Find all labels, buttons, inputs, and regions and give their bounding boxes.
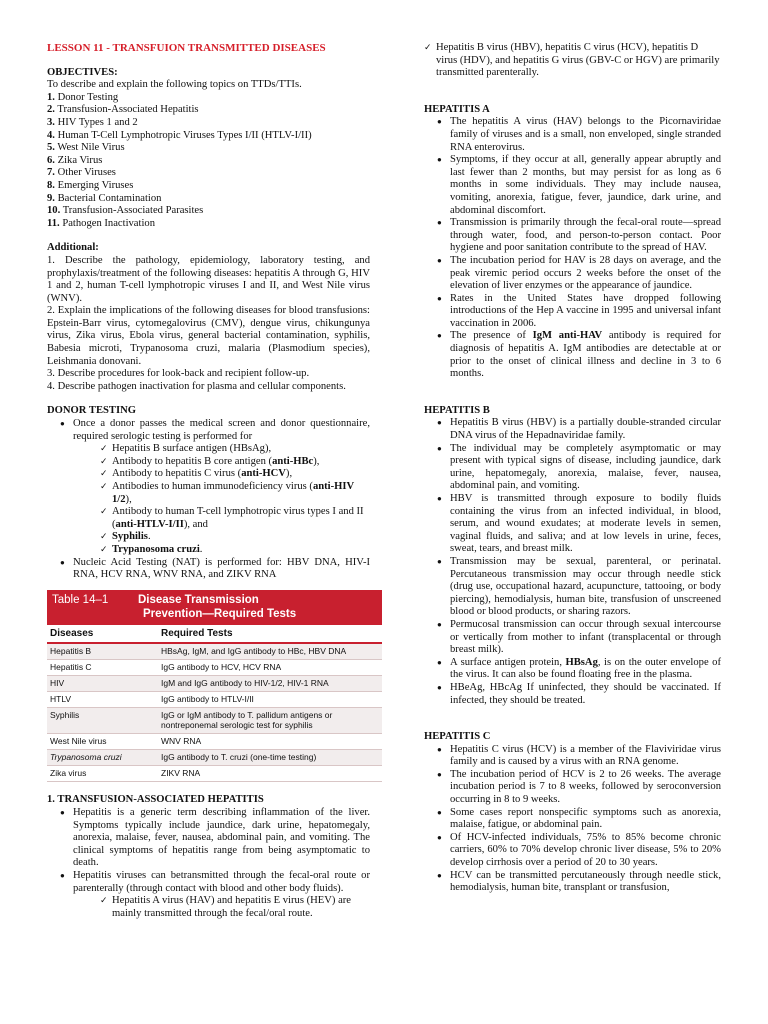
objective-item: 10. Transfusion-Associated Parasites <box>47 205 204 217</box>
tah-heading: 1. TRANSFUSION-ASSOCIATED HEPATITIS <box>47 794 264 806</box>
hepatitis-a-bullet: ● Symptoms, if they occur at all, generally appear abruptly and last fewer than 2 months, but may persist for as long as 6 months in some individuals. They may include nausea, vomiting, anorexia, fatigue, fever, jaundice, dark urine, and abdominal discomfort. <box>424 154 721 217</box>
additional-item: 2. Explain the implications of the following diseases for blood transfusions: Epstein-Barr virus, cytomegalovirus (CMV), dengue virus, chikungunya virus, Zika virus, Ebola virus, general bacterial contamination, syphilis, Babesia microti, Trypanosoma cruzi, malaria (Plasmodium species), Leishmania donovani. <box>47 305 370 367</box>
objectives-intro: To describe and explain the following topics on TTDs/TTIs. <box>47 79 302 91</box>
required-tests-table <box>47 590 382 783</box>
hepatitis-c-bullet: ● Hepatitis C virus (HCV) is a member of the Flaviviridae virus family and is caused by a virus with an RNA genome. <box>424 744 721 769</box>
hepatitis-a-bullet: ● The incubation period for HAV is 28 days on average, and the peak viremic period occurs 2 weeks before the onset of the elevation of liver enzymes or the appearance of jaundice. <box>424 255 721 293</box>
objectives-section <box>47 67 370 231</box>
additional-item: 1. Describe the pathology, epidemiology, laboratory testing, and prophylaxis/treatment of the following diseases: hepatitis A through G, HIV 1 and 2, human T-cell lymphotropic viruses I and II, and West Nile virus (WNV). <box>47 254 370 304</box>
required-test-item: ✓ Antibody to hepatitis B core antigen (anti-HBc), <box>100 456 370 469</box>
additional-heading: Additional: <box>47 242 99 254</box>
hepatitis-c-bullet: ● Some cases report nonspecific symptoms such as anorexia, malaise, fatigue, or abdominal pain. <box>424 807 721 832</box>
hepatitis-c-heading: HEPATITIS C <box>424 731 491 743</box>
right-column <box>424 42 721 895</box>
hepatitis-c-bullet: ● The incubation period of HCV is 2 to 26 weeks. The average incubation period is 7 to 8 weeks, followed by seroconversion occurring in 8 to 9 weeks. <box>424 769 721 807</box>
hepatitis-b-bullet: ● The individual may be completely asymptomatic or may present with typical signs of disease, including jaundice, dark urine, hepatomegaly, anorexia, malaise, fever, nausea, abdominal pain, and vomiting. <box>424 443 721 493</box>
tah-bullet: ● Hepatitis viruses can betransmitted through the fecal-oral route or parenterally (through contact with blood and other body fluids). ✓ Hepatitis A virus (HAV) and hepatitis E virus (HEV) are mainly transmitted through the fecal/oral route. <box>47 870 370 920</box>
hepatitis-a-bullet: ● Transmission is primarily through the fecal-oral route—spread through water, food, and person-to-person contact. Poor hygiene and poor sanitation contribute to the spread of HAV. <box>424 217 721 255</box>
transmission-item: ✓ Hepatitis B virus (HBV), hepatitis C virus (HCV), hepatitis D virus (HDV), and hepatitis G virus (GBV-C or HGV) are primarily transmitted parenterally. <box>424 42 721 80</box>
table-number: Table 14–1 <box>52 593 109 606</box>
transmission-item: ✓ Hepatitis A virus (HAV) and hepatitis E virus (HEV) are mainly transmitted through the fecal/oral route. <box>100 895 370 920</box>
hepatitis-a-bullet: ● The hepatitis A virus (HAV) belongs to the Picornaviridae family of viruses and is a small, non enveloped, single stranded RNA enterovirus. <box>424 116 721 154</box>
required-test-item: ✓ Antibody to human T-cell lymphotropic virus types I and II (anti-HTLV-I/II), and <box>100 506 370 531</box>
objective-item: 11. Pathogen Inactivation <box>47 217 155 229</box>
hepatitis-b-bullet: ● HBV is transmitted through exposure to bodily fluids containing the virus from an infected individual, in blood, serum, and wound exudates; at moderate levels in semen, vaginal fluids, and saliva; and at low levels in urine, feces, sweat, tears, and breast milk. <box>424 493 721 556</box>
objective-item: 3. HIV Types 1 and 2 <box>47 116 138 128</box>
table-row: West Nile virus WNV RNA <box>47 734 382 750</box>
hepatitis-b-bullet: ● Permucosal transmission can occur through sexual intercourse or vertically from mother to infant (transplacental or through breast milk). <box>424 619 721 657</box>
table-row: HTLV IgG antibody to HTLV-I/II <box>47 692 382 708</box>
table-title-line2: Prevention—Required Tests <box>143 607 297 620</box>
objective-item: 5. West Nile Virus <box>47 142 125 154</box>
objective-item: 2. Transfusion-Associated Hepatitis <box>47 104 199 116</box>
table-column-headers <box>47 625 382 645</box>
hepatitis-c-bullet: ● HCV can be transmitted percutaneously through needle stick, hemodialysis, human bite, transplant or transfusion, <box>424 870 721 895</box>
hepatitis-b-bullet: ● Transmission may be sexual, parenteral, or perinatal. Percutaneous transmission may occur through needle stick (drug use, occupational hazard, acupuncture, tattooing, or body piercing), hemodialysis, human bite, transfusion of unscreened blood or blood products, or sharing razors. <box>424 556 721 619</box>
table-row: Zika virus ZIKV RNA <box>47 766 382 782</box>
hepatitis-a-section <box>424 104 721 381</box>
column-header-diseases: Diseases <box>50 627 94 639</box>
hepatitis-a-bullet: ● Rates in the United States have dropped following introductions of the Hep A vaccine in 1995 and universal infant vaccination in 2006. <box>424 293 721 331</box>
objectives-heading: OBJECTIVES: <box>47 66 118 78</box>
required-test-item: ✓ Antibodies to human immunodeficiency virus (anti-HIV 1/2), <box>100 481 370 506</box>
table-header <box>47 590 382 625</box>
required-test-item: ✓ Syphilis. <box>100 531 370 544</box>
objective-item: 8. Emerging Viruses <box>47 179 134 191</box>
objective-item: 4. Human T-Cell Lymphotropic Viruses Types I/II (HTLV-I/II) <box>47 129 312 141</box>
objective-item: 7. Other Viruses <box>47 167 116 179</box>
lesson-title: LESSON 11 - TRANSFUION TRANSMITTED DISEASES <box>47 42 326 54</box>
hepatitis-b-section <box>424 405 721 707</box>
table-row: HIV IgM and IgG antibody to HIV-1/2, HIV-1 RNA <box>47 676 382 692</box>
table-row: Trypanosoma cruzi IgG antibody to T. cruzi (one-time testing) <box>47 750 382 766</box>
hepatitis-b-bullet: ● Hepatitis B virus (HBV) is a partially double-stranded circular DNA virus of the Hepadnaviridae family. <box>424 417 721 442</box>
donor-testing-heading: DONOR TESTING <box>47 405 136 417</box>
additional-item: 4. Describe pathogen inactivation for plasma and cellular components. <box>47 380 346 392</box>
hepatitis-b-bullet: ● HBeAg, HBcAg If uninfected, they should be vaccinated. If infected, they should be treated. <box>424 682 721 707</box>
donor-testing-section <box>47 405 370 581</box>
hepatitis-a-heading: HEPATITIS A <box>424 103 490 115</box>
table-title-line1: Disease Transmission <box>138 593 259 606</box>
required-test-item: ✓ Antibody to hepatitis C virus (anti-HCV), <box>100 468 370 481</box>
table-row: Hepatitis B HBsAg, IgM, and IgG antibody to HBc, HBV DNA <box>47 644 382 660</box>
objective-item: 1. Donor Testing <box>47 91 119 103</box>
required-test-item: ✓ Hepatitis B surface antigen (HBsAg), <box>100 443 370 456</box>
table-row: Syphilis IgG or IgM antibody to T. pallidum antigens or nontreponemal serologic test for syphilis <box>47 708 382 734</box>
required-test-item: ✓ Trypanosoma cruzi. <box>100 544 370 557</box>
hepatitis-c-bullet: ● Of HCV-infected individuals, 75% to 85% become chronic carriers, 60% to 70% develop chronic liver disease, 5% to 20% develop cirrhosis over a period of 20 to 30 years. <box>424 832 721 870</box>
hepatitis-b-heading: HEPATITIS B <box>424 404 490 416</box>
table-row: Hepatitis C IgG antibody to HCV, HCV RNA <box>47 660 382 676</box>
additional-section <box>47 242 370 393</box>
table-body <box>47 644 382 782</box>
donor-testing-bullet: ● Once a donor passes the medical screen and donor questionnaire, required serologic testing is performed for ✓ Hepatitis B surface antigen (HBsAg), ✓ Antibody to hepatitis B core antigen (anti-HBc), ✓ Antibody to hepatitis C virus (anti-HCV), ✓ Antibodies to human immunodeficiency virus (anti-HIV 1/2), ✓ Antibody to human T-cell lymphotropic virus types I and II (anti-HTLV-I/II), and ✓ Syphilis. ✓ Trypanosoma cruzi. <box>47 418 370 557</box>
objective-item: 9. Bacterial Contamination <box>47 192 162 204</box>
left-column <box>47 42 370 920</box>
hepatitis-c-section <box>424 731 721 895</box>
donor-testing-bullet: ● Nucleic Acid Testing (NAT) is performed for: HBV DNA, HIV-I RNA, HCV RNA, WNV RNA, and ZIKV RNA <box>47 557 370 582</box>
transfusion-hepatitis-section <box>47 794 370 920</box>
column-header-tests: Required Tests <box>161 627 233 639</box>
tah-bullet: ● Hepatitis is a generic term describing inflammation of the liver. Symptoms typically include jaundice, dark urine, hepatomegaly, anorexia, malaise, fever, nausea, abdominal pain, and vomiting. The clinical symptoms of hepatitis range from being asymptomatic to death. <box>47 807 370 870</box>
objective-item: 6. Zika Virus <box>47 154 103 166</box>
additional-item: 3. Describe procedures for look-back and recipient follow-up. <box>47 368 310 380</box>
hepatitis-b-bullet: ● A surface antigen protein, HBsAg, is on the outer envelope of the virus. It can also be found floating free in the plasma. <box>424 657 721 682</box>
hepatitis-a-bullet: ● The presence of IgM anti-HAV antibody is required for diagnosis of hepatitis A. IgM antibodies are detectable at or prior to the onset of clinical illness and decline in 3 to 6 months. <box>424 330 721 380</box>
